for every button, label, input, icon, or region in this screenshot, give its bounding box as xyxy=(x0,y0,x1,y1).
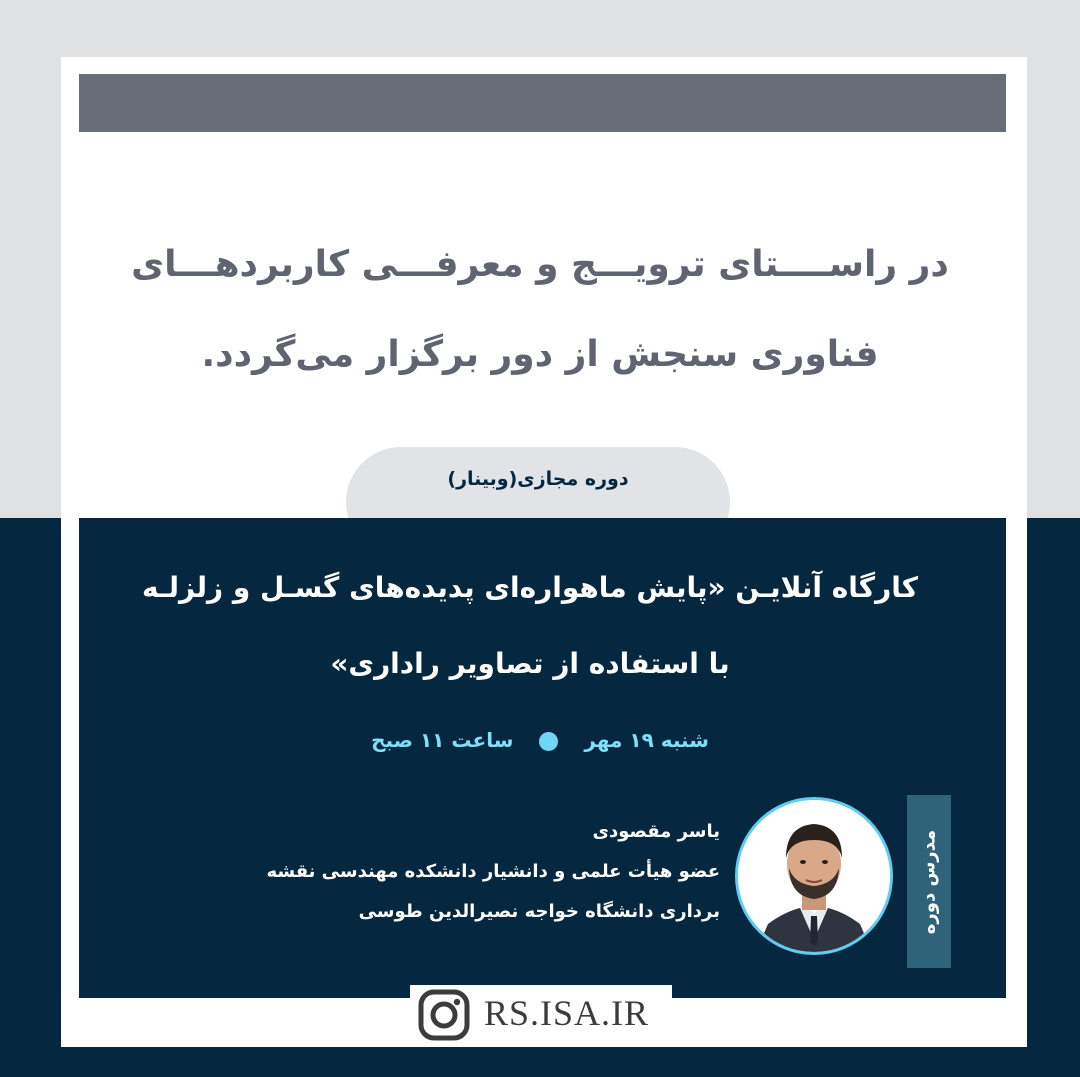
website-link[interactable]: RS.ISA.IR xyxy=(484,993,650,1033)
instructor-role-line-1: عضو هیأت علمی و دانشیار دانشکده مهندسی نقشه xyxy=(266,861,720,882)
instructor-name: یاسر مقصودی xyxy=(592,821,720,842)
event-title xyxy=(90,550,970,702)
instructor-info xyxy=(190,812,720,932)
header-bar xyxy=(79,74,1006,132)
instructor-tab xyxy=(907,795,951,968)
headline-line-1: در راســــتای ترویـــج و معرفـــی کاربردهـــای xyxy=(131,244,949,285)
course-type-label: دوره مجازی(وبینار) xyxy=(447,468,629,490)
bullet-dot-icon xyxy=(539,732,558,751)
event-time: ساعت ۱۱ صبح xyxy=(371,728,514,752)
instructor-photo xyxy=(735,797,893,955)
event-title-line-1: کارگاه آنلایـن «پایش ماهواره‌ای پدیده‌های گسـل و زلزلـه xyxy=(141,571,918,604)
instagram-icon[interactable] xyxy=(418,989,470,1041)
headline xyxy=(100,220,980,400)
instructor-portrait-icon xyxy=(738,800,890,952)
event-date: شنبه ۱۹ مهر xyxy=(584,728,709,752)
instructor-tab-label: مدرس دوره xyxy=(918,829,940,934)
event-schedule xyxy=(250,728,830,752)
instructor-role-line-2: برداری دانشگاه خواجه نصیرالدین طوسی xyxy=(358,901,720,922)
event-title-line-2: با استفاده از تصاویر راداری» xyxy=(330,647,730,680)
headline-line-2: فناوری سنجش از دور برگزار می‌گردد. xyxy=(201,334,879,375)
